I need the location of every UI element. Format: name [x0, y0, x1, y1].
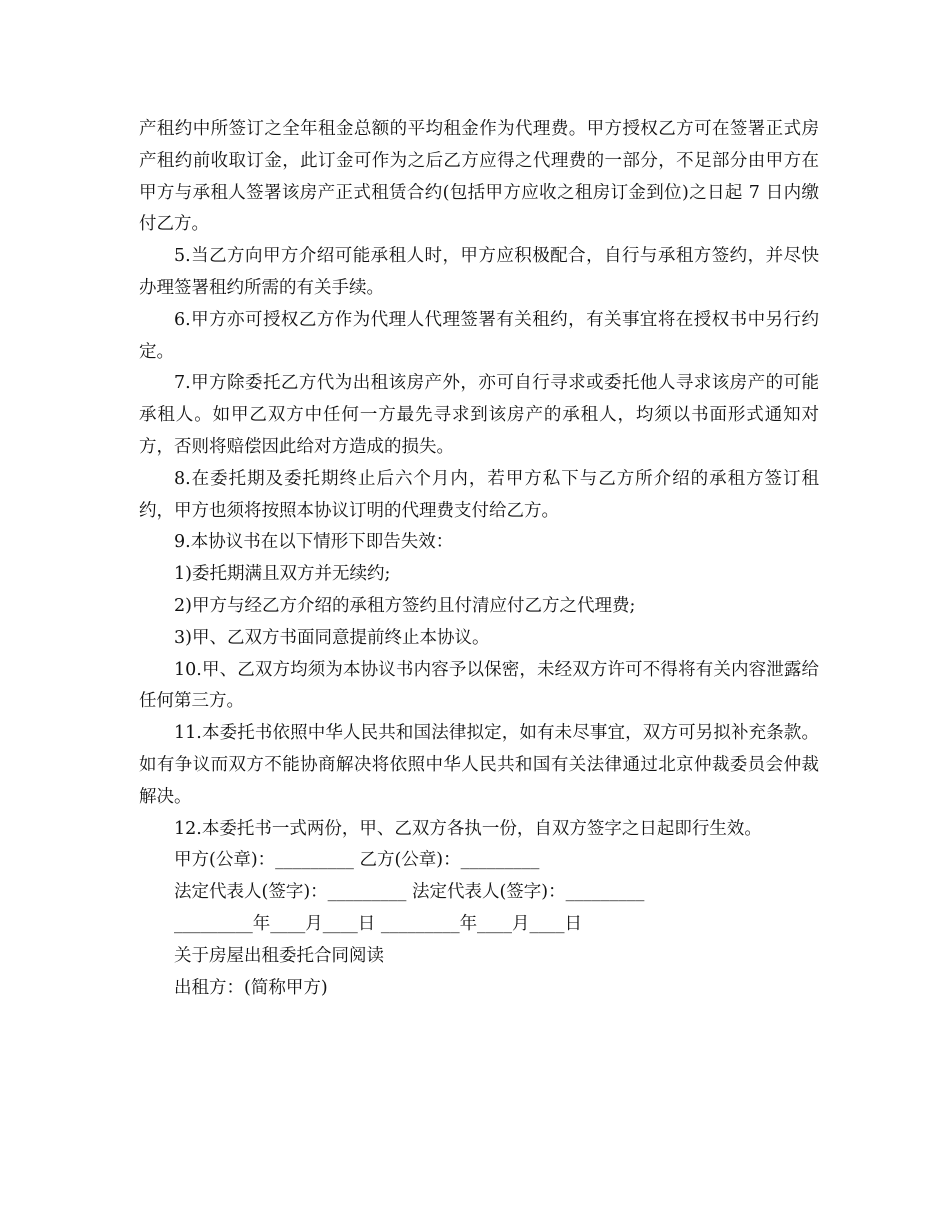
document-body	[139, 114, 819, 1004]
representative-signature-line: 法定代表人(签字)：_________ 法定代表人(签字)：_________	[174, 882, 645, 903]
clause-9-item-1: 1)委托期满且双方并无续约;	[174, 564, 391, 585]
clause-12: 12.本委托书一式两份，甲、乙双方各执一份，自双方签字之日起即行生效。	[174, 818, 762, 839]
clause-6: 6.甲方亦可授权乙方作为代理人代理签署有关租约，有关事宜将在授权书中另行约定。	[139, 309, 819, 362]
paragraph-continuation: 产租约中所签订之全年租金总额的平均租金作为代理费。甲方授权乙方可在签署正式房产租约前收取订金，此订金可作为之后乙方应得之代理费的一部分，不足部分由甲方在甲方与承租人签署该房产正式租赁合约(包括甲方应收之租房订金到位)之日起 7 日内缴付乙方。	[139, 119, 819, 235]
date-line: _________年____月____日 _________年____月____日	[174, 913, 583, 934]
clause-10: 10.甲、乙双方均须为本协议书内容予以保密，未经双方许可不得将有关内容泄露给任何第三方。	[139, 659, 819, 712]
clause-7: 7.甲方除委托乙方代为出租该房产外，亦可自行寻求或委托他人寻求该房产的可能承租人。如甲乙双方中任何一方最先寻求到该房产的承租人，均须以书面形式通知对方，否则将赔偿因此给对方造成的损失。	[139, 373, 819, 457]
clause-9-item-2: 2)甲方与经乙方介绍的承租方签约且付清应付乙方之代理费;	[174, 595, 636, 616]
clause-11: 11.本委托书依照中华人民共和国法律拟定，如有未尽事宜，双方可另拟补充条款。如有争议而双方不能协商解决将依照中华人民共和国有关法律通过北京仲裁委员会仲裁解决。	[139, 723, 819, 807]
lessor-line: 出租方：(简称甲方)	[174, 977, 328, 998]
clause-5: 5.当乙方向甲方介绍可能承租人时，甲方应积极配合，自行与承租方签约，并尽快办理签署租约所需的有关手续。	[139, 246, 819, 298]
clause-8: 8.在委托期及委托期终止后六个月内，若甲方私下与乙方所介绍的承租方签订租约，甲方也须将按照本协议订明的代理费支付给乙方。	[139, 468, 819, 521]
clause-9-item-3: 3)甲、乙双方书面同意提前终止本协议。	[174, 627, 490, 648]
seal-line: 甲方(公章)：_________ 乙方(公章)：_________	[174, 850, 540, 871]
next-document-title: 关于房屋出租委托合同阅读	[174, 945, 384, 966]
clause-9: 9.本协议书在以下情形下即告失效：	[174, 532, 454, 553]
